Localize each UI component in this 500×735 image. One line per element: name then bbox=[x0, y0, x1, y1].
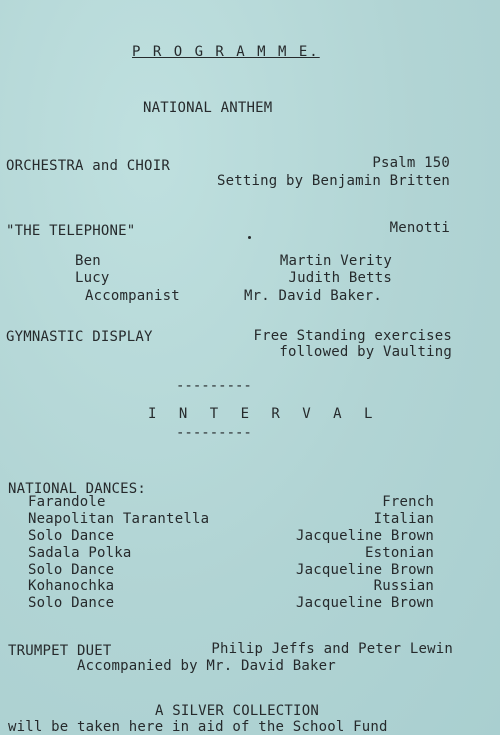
dance-name: Neapolitan Tarantella bbox=[28, 511, 210, 527]
dance-name: Solo Dance bbox=[28, 562, 115, 578]
programme-title: P R O G R A M M E. bbox=[132, 44, 320, 60]
cast-role-lucy: Lucy bbox=[75, 270, 110, 286]
cast-name-ben: Martin Verity bbox=[279, 253, 392, 269]
dances-heading: NATIONAL DANCES: bbox=[8, 481, 147, 497]
interval-dashes-bottom: --------- bbox=[176, 425, 252, 441]
dance-origin: Jacqueline Brown bbox=[295, 595, 434, 611]
item-orchestra-right: Psalm 150 bbox=[372, 155, 450, 171]
dance-name: Farandole bbox=[28, 494, 106, 510]
cast-name-lucy: Judith Betts bbox=[288, 270, 392, 286]
item-telephone-right: Menotti bbox=[389, 220, 450, 236]
dance-origin: Estonian bbox=[364, 545, 434, 561]
cast-role-ben: Ben bbox=[75, 253, 101, 269]
dance-origin: Jacqueline Brown bbox=[295, 528, 434, 544]
gymnastic-right2: followed by Vaulting bbox=[279, 344, 452, 360]
dance-name: Kohanochka bbox=[28, 578, 115, 594]
interval-dashes-top: --------- bbox=[176, 378, 252, 394]
paper-mark bbox=[248, 236, 251, 239]
gymnastic-right1: Free Standing exercises bbox=[253, 328, 452, 344]
dance-name: Solo Dance bbox=[28, 595, 115, 611]
trumpet-right: Philip Jeffs and Peter Lewin bbox=[211, 641, 453, 657]
dance-origin: Italian bbox=[373, 511, 434, 527]
dance-name: Sadala Polka bbox=[28, 545, 132, 561]
item-orchestra-sub: Setting by Benjamin Britten bbox=[217, 173, 450, 189]
item-telephone-left: "THE TELEPHONE" bbox=[6, 223, 136, 239]
gymnastic-left: GYMNASTIC DISPLAY bbox=[6, 329, 153, 345]
dance-origin: Russian bbox=[373, 578, 434, 594]
dance-name: Solo Dance bbox=[28, 528, 115, 544]
item-orchestra-left: ORCHESTRA and CHOIR bbox=[6, 158, 170, 174]
dance-origin: Jacqueline Brown bbox=[295, 562, 434, 578]
cast-role-accompanist: Accompanist bbox=[85, 288, 180, 304]
national-anthem: NATIONAL ANTHEM bbox=[143, 100, 273, 116]
cast-name-accompanist: Mr. David Baker. bbox=[243, 288, 382, 304]
trumpet-sub: Accompanied by Mr. David Baker bbox=[77, 658, 336, 674]
trumpet-left: TRUMPET DUET bbox=[8, 643, 112, 659]
dance-origin: French bbox=[382, 494, 434, 510]
collection-line2: will be taken here in aid of the School Fund bbox=[8, 719, 388, 735]
interval-label: I N T E R V A L bbox=[148, 406, 380, 422]
collection-line1: A SILVER COLLECTION bbox=[155, 703, 319, 719]
